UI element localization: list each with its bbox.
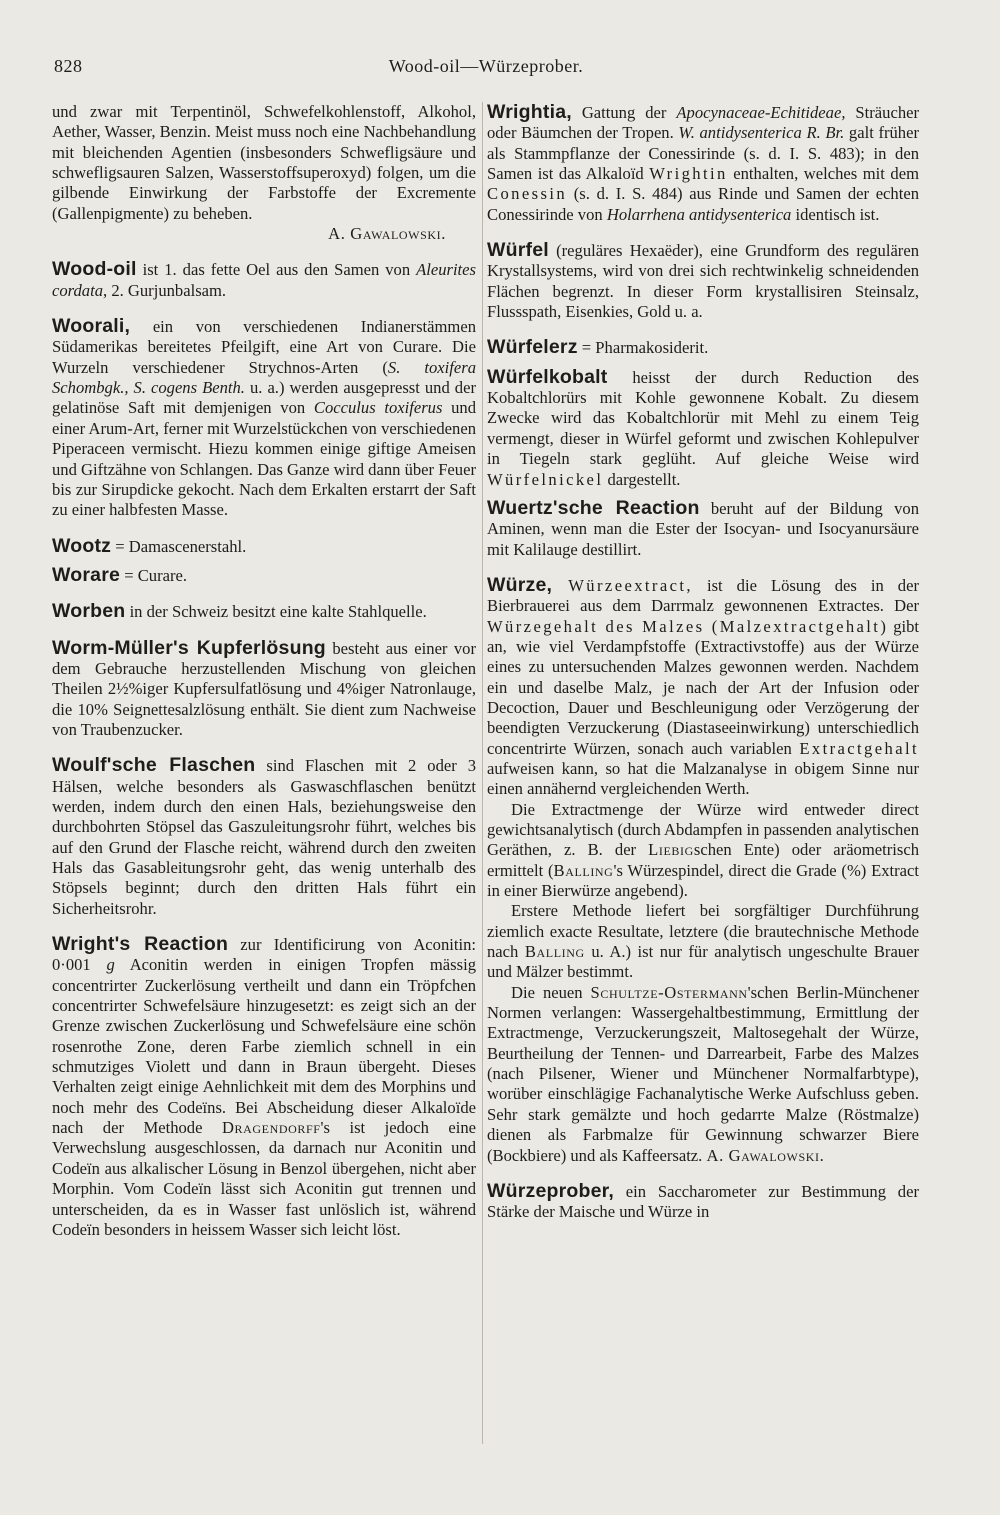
headword: Würfelerz [487,336,578,359]
entry-wuerfelerz: Würfelerz = Pharmakosiderit. [487,336,709,359]
entry-continuation: und zwar mit Terpentinöl, Schwefelkohlenstoff, Alkohol, Aether, Wasser, Benzin. Meist muss noch eine Nachbehandlung mit bleichenden Agentien (insbesonders Schwefligsäure und schwefligsauren Salzen, Wasserstoffsuperoxyd) folgen, um die gilbende Einwirkung der Farbstoffe der Excremente (Gallenpigmente) zu beheben. [52,102,476,223]
headword: Würze, [487,573,553,596]
entry-wuerfel: Würfel (reguläres Hexaëder), eine Grundform des regulären Krystallsystems, wird von drei sich rechtwinkelig schneidenden Flächen begrenzt. In dieser Form krystallisiren Steinsalz, Flussspath, Eisenkies, Gold u. a. [487,239,919,322]
entry-worben: Worben in der Schweiz besitzt eine kalte Stahlquelle. [52,600,427,623]
headword: Wuertz'sche Reaction [487,496,700,519]
column-divider [482,102,483,1444]
headword: Worare [52,563,121,586]
entry-wuerze-para-4: Die neuen Schultze-Ostermann'schen Berlin-Münchener Normen verlangen: Wassergehaltbestimmung, Ermittlung der Extractmenge, Verzuckerungszeit, Maltosegehalt der Würze, Beurtheilung der Tennen- und Darrearbeit, Farbe des Malzes (nach Pilsener, Wiener und Münchener Normalfarbtype), worüber einschlägige Fachanalytische Werke Aufschluss geben. Sehr stark gemälzte und hoch gedarrte Malze (Röstmalze) dienen als Farbmalze für Gewinnung schwarzer Biere (Bockbiere) und als Kaffeersatz. A. Gawalowski. [487,982,919,1165]
headword: Worm-Müller's Kupferlösung [52,636,326,659]
entry-wuerze-para-3: Erstere Methode liefert bei sorgfältiger Durchführung ziemlich exacte Resultate, letztere (die brautechnische Methode nach Balling u. A.) ist nur für analytisch ungeschulte Brauer und Mälzer bestimmt. [487,901,919,982]
page-number: 828 [54,56,83,76]
running-title: Wood-oil—Würzeprober. [388,56,584,76]
headword: Wootz [52,534,112,557]
entry-wuertz-reaction: Wuertz'sche Reaction beruht auf der Bildung von Aminen, wenn man die Ester der Isocyan- und Isocyanursäure mit Kalilauge destillirt. [487,496,919,559]
entry-wuerze-para-2: Die Extractmenge der Würze wird entweder direct gewichtsanalytisch (durch Abdampfen in passenden analytischen Geräthen, z. B. der Liebigschen Ente) oder aräometrisch ermittelt (Balling's Würzespindel, direct die Grade (%) Extract in einer Bierwürze angebend). [487,799,920,901]
entry-worare: Worare = Curare. [52,563,187,586]
entry-wright-reaction: Wright's Reaction zur Identificirung von Aconitin: 0·001 g Aconitin werden in einigen Tropfen mässig concentrirter Zuckerlösung vertheilt und dann ein Tröpfchen concentrirter Schwefelsäure hinzugesetzt: es zeigt sich an der Grenze zwischen Zuckerlösung und Schwefelsäure eine schön rosenrothe Zone, deren Farbe ziemlich schnell in ein schmutziges Violett und dann in Braun übergeht. Dieses Verhalten zeigt einige Aehnlichkeit mit dem des Morphins und noch mehr des Codeïns. Bei Abscheidung dieser Alkaloïde nach der Methode Dragendorff's ist jedoch eine Verwechslung ausgeschlossen, da darnach nur Aconitin und Codeïn aus alkalischer Lösung in Benzol übergehen, nicht aber Morphin. Vom Codeïn lässt sich Aconitin gut trennen und unterscheiden, da es in Wasser fast unlöslich ist, während Codeïn besonders in heissem Wasser sich leicht löst. [52,933,477,1239]
running-header [54,56,918,84]
right-column [487,102,919,1223]
entry-wuerzeprober: Würzeprober, ein Saccharometer zur Bestimmung der Stärke der Maische und Würze in [487,1179,919,1222]
headword: Wright's Reaction [52,933,229,956]
entry-wrightia: Wrightia, Gattung der Apocynaceae-Echitideae, Sträucher oder Bäumchen der Tropen. W. antidysenterica R. Br. galt früher als Stammpflanze der Conessirinde (s. d. I. S. 483); in den Samen ist das Alkaloïd Wrightin enthalten, welches mit dem Conessin (s. d. I. S. 484) aus Rinde und Samen der echten Conessirinde von Holarrhena antidysenterica identisch ist. [487,101,920,224]
headword: Wrightia, [487,101,572,123]
headword: Würfel [487,239,549,262]
entry-woorali: Woorali, ein von verschiedenen Indianerstämmen Südamerikas bereitetes Pfeilgift, eine Art von Curare. Die Wurzeln verschiedener Strychnos-Arten (S. toxifera Schombgk., S. cogens Benth. u. a.) werden ausgepresst und der gelatinöse Saft mit demjenigen von Cocculus toxiferus und einer Arum-Art, ferner mit Wurzelstückchen von verschiedenen Piperaceen vermischt. Hiezu kommen einige giftige Ameisen und Giftzähne von Schlangen. Das Ganze wird dann über Feuer bis zur Sirupdicke gekocht. Nach dem Erkalten erstarrt der Saft zu einer halbfesten Masse. [52,315,476,520]
entry-wootz: Wootz = Damascenerstahl. [52,534,247,557]
author-signature: A. Gawalowski. [706,1145,825,1165]
author-signature: A. Gawalowski. [328,224,446,244]
entry-wuerze: Würze, Würzeextract, ist die Lösung des in der Bierbrauerei aus dem Darrmalz gewonnenen Extractes. Der Würzegehalt des Malzes (Malzextractgehalt) gibt an, wie viel Verdampfstoffe (Extractivstoffe) aus der Würze eines zu untersuchenden Malzes gewonnen werden. Nachdem ein und daselbe Malz, je nach der Art der Infusion oder Decoction, Dauer und Beschleunigung oder Verzögerung der beendigten Verzuckerung (Diastaseeinwirkung) unterschiedlich concentrirte Würzen, sonach auch variablen Extractgehalt aufweisen kann, so hat die Malzanalyse in obigem Sinne nur einen annähernd vergleichenden Werth. [487,573,920,799]
entry-wuerfelkobalt: Würfelkobalt heisst der durch Reduction des Kobaltchlorürs mit Kohle gewonnene Kobalt. Zu diesem Zwecke wird das Kobaltchlorür mit Mehl zu einem Teig vermengt, dieser in Würfel geformt und zwischen Kohlepulver in Tiegeln stark geglüht. Auf gleiche Weise wird Würfelnickel dargestellt. [487,365,919,489]
headword: Wood-oil [52,258,137,281]
headword: Würfelkobalt [487,365,608,388]
headword: Woulf'sche Flaschen [52,754,256,777]
left-column [52,102,476,1240]
headword: Worben [52,600,126,623]
entry-woulf-flaschen: Woulf'sche Flaschen sind Flaschen mit 2 oder 3 Hälsen, welche besonders als Gaswaschflaschen benützt werden, indem durch den einen Hals, beziehungsweise den durchbohrten Stöpsel das Gaszuleitungsrohr führt, welches bis auf den Grund der Flasche reicht, während durch den zweiten Hals das Gasableitungsrohr geht, das wenig unterhalb des Stöpsels beginnt; durch den dritten Hals führt ein Sicherheitsrohr. [52,754,477,918]
headword: Woorali, [52,315,131,338]
entry-worm-mueller: Worm-Müller's Kupferlösung besteht aus einer vor dem Gebrauche herzustellenden Mischung von gleichen Theilen 2½%iger Kupfersulfatlösung und 4%iger Natronlauge, die 10% Seignettesalzlösung enthält. Sie dient zum Nachweise von Traubenzucker. [52,636,476,739]
entry-wood-oil: Wood-oil ist 1. das fette Oel aus den Samen von Aleurites cordata, 2. Gurjunbalsam. [52,258,476,300]
headword: Würzeprober, [487,1179,614,1202]
